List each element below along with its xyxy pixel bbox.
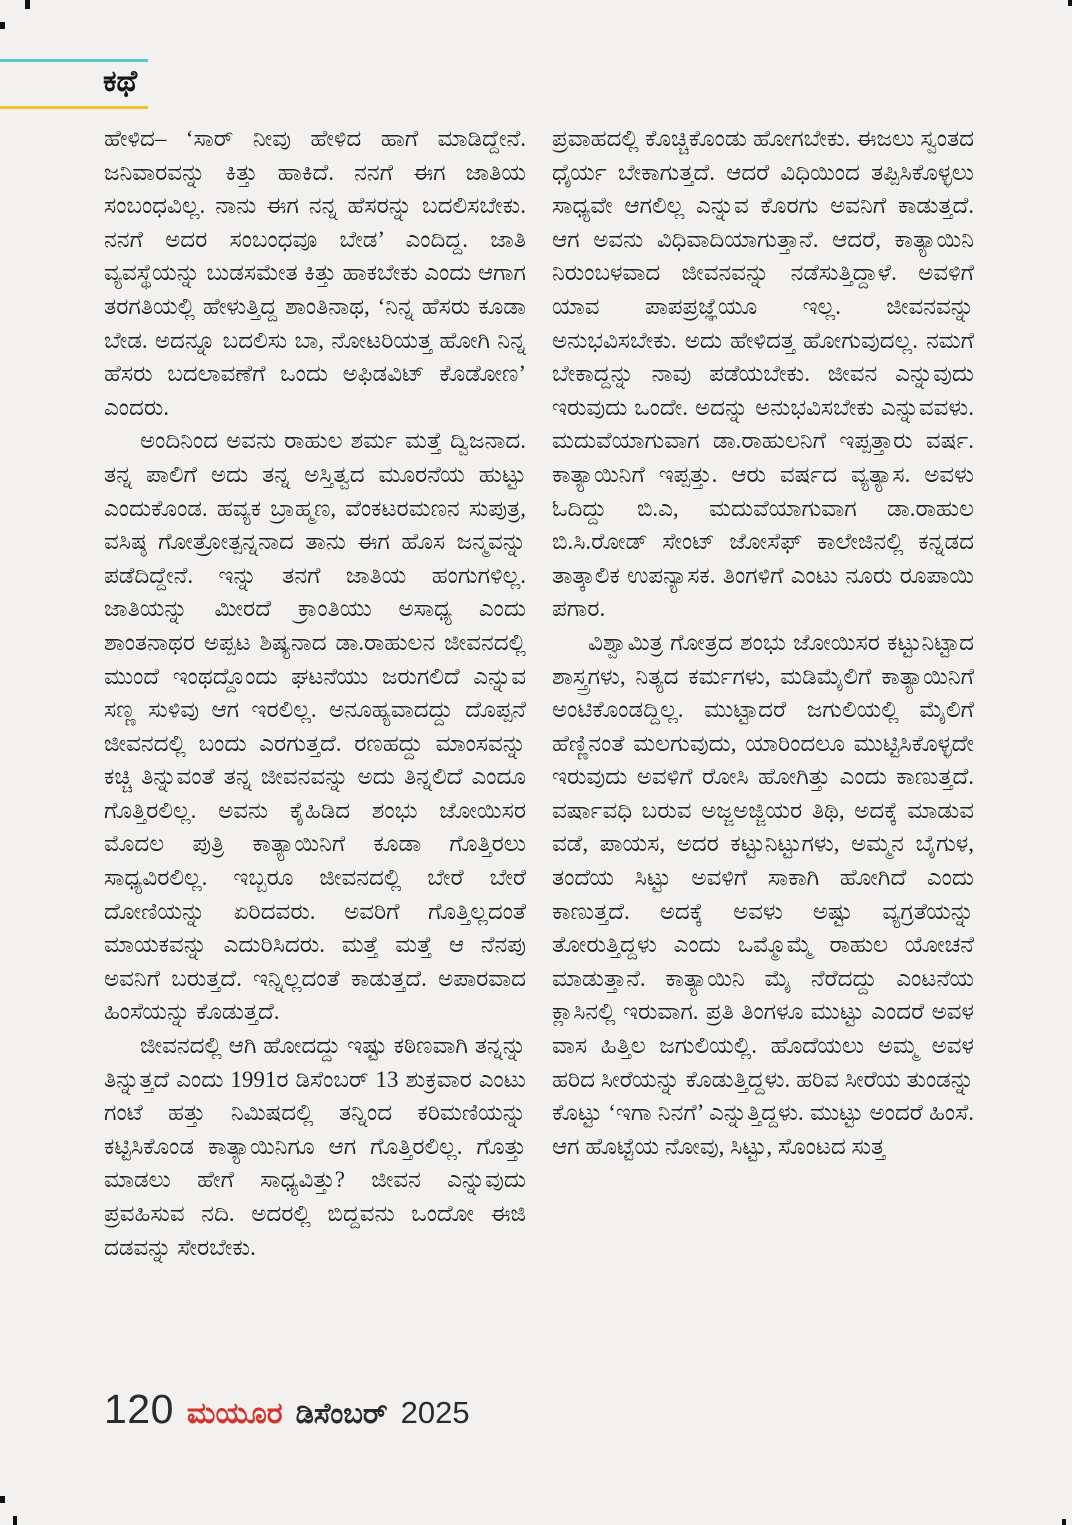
paragraph: ಪ್ರವಾಹದಲ್ಲಿ ಕೊಚ್ಚಿಕೊಂಡು ಹೋಗಬೇಕು. ಈಜಲು ಸ್ವಂತದ ಧೈರ್ಯ ಬೇಕಾಗುತ್ತದೆ. ಆದರೆ ವಿಧಿಯಿಂದ ತಪ್ಪಿಸಿಕೊಳ್ಳಲು ಸಾಧ್ಯವೇ ಆಗಲಿಲ್ಲ ಎನ್ನುವ ಕೊರಗು ಅವನಿಗೆ ಕಾಡುತ್ತದೆ. ಆಗ ಅವನು ವಿಧಿವಾದಿಯಾಗುತ್ತಾನೆ. ಆದರೆ, ಕಾತ್ಯಾಯಿನಿ ನಿರುಂಬಳವಾದ ಜೀವನವನ್ನು ನಡೆಸುತ್ತಿದ್ದಾಳೆ. ಅವಳಿಗೆ ಯಾವ ಪಾಪಪ್ರಜ್ಞೆಯೂ ಇಲ್ಲ. ಜೀವನವನ್ನು ಅನುಭವಿಸಬೇಕು. ಅದು ಹೇಳಿದತ್ತ ಹೋಗುವುದಲ್ಲ. ನಮಗೆ ಬೇಕಾದ್ದನ್ನು ನಾವು ಪಡೆಯಬೇಕು. ಜೀವನ ಎನ್ನುವುದು ಇರುವುದು ಒಂದೇ. ಅದನ್ನು ಅನುಭವಿಸಬೇಕು ಎನ್ನುವವಳು. ಮದುವೆಯಾಗುವಾಗ ಡಾ.ರಾಹುಲನಿಗೆ ಇಪ್ಪತ್ತಾರು ವರ್ಷ. ಕಾತ್ಯಾಯಿನಿಗೆ ಇಪ್ಪತ್ತು. ಆರು ವರ್ಷದ ವ್ಯತ್ಯಾಸ. ಅವಳು ಓದಿದ್ದು ಬಿ.ಎ, ಮದುವೆಯಾಗುವಾಗ ಡಾ.ರಾಹುಲ ಬಿ.ಸಿ.ರೋಡ್ ಸೇಂಟ್ ಜೋಸೆಫ್ ಕಾಲೇಜಿನಲ್ಲಿ ಕನ್ನಡದ ತಾತ್ಕಾಲಿಕ ಉಪನ್ಯಾಸಕ. ತಿಂಗಳಿಗೆ ಎಂಟು ನೂರು ರೂಪಾಯಿ ಪಗಾರ. xyxy=(552,126,974,622)
issue-month: ಡಿಸೆಂಬರ್ xyxy=(295,1398,388,1430)
issue-year: 2025 xyxy=(400,1395,470,1430)
section-title: ಕಥೆ xyxy=(103,65,138,98)
paragraph: ಅಂದಿನಿಂದ ಅವನು ರಾಹುಲ ಶರ್ಮ ಮತ್ತೆ ದ್ವಿಜನಾದ. ತನ್ನ ಪಾಲಿಗೆ ಅದು ತನ್ನ ಅಸ್ತಿತ್ವದ ಮೂರನೆಯ ಹುಟ್ಟು ಎಂದುಕೊಂಡ. ಹವ್ಯಕ ಬ್ರಾಹ್ಮಣ, ವೆಂಕಟರಮಣನ ಸುಪುತ್ರ, ವಸಿಷ್ಠ ಗೋತ್ರೋತ್ಪನ್ನನಾದ ತಾನು ಈಗ ಹೊಸ ಜನ್ಮವನ್ನು ಪಡೆದಿದ್ದೇನೆ. ಇನ್ನು ತನಗೆ ಜಾತಿಯ ಹಂಗುಗಳಿಲ್ಲ. ಜಾತಿಯನ್ನು ಮೀರದೆ ಕ್ರಾಂತಿಯು ಅಸಾಧ್ಯ ಎಂದು ಶಾಂತನಾಥರ ಅಪ್ಪಟ ಶಿಷ್ಯನಾದ ಡಾ.ರಾಹುಲನ ಜೀವನದಲ್ಲಿ ಮುಂದೆ ಇಂಥದ್ದೊಂದು ಘಟನೆಯು ಜರುಗಲಿದೆ ಎನ್ನುವ ಸಣ್ಣ ಸುಳಿವು ಆಗ ಇರಲಿಲ್ಲ. ಅನೂಹ್ಯವಾದದ್ದು ದೊಪ್ಪನೆ ಜೀವನದಲ್ಲಿ ಬಂದು ಎರಗುತ್ತದೆ. ರಣಹದ್ದು ಮಾಂಸವನ್ನು ಕಚ್ಚಿ ತಿನ್ನುವಂತೆ ತನ್ನ ಜೀವನವನ್ನು ಅದು ತಿನ್ನಲಿದೆ ಎಂದೂ ಗೊತ್ತಿರಲಿಲ್ಲ. ಅವನು ಕೈಹಿಡಿದ ಶಂಭು ಜೋಯಿಸರ ಮೊದಲ ಪುತ್ರಿ ಕಾತ್ಯಾಯಿನಿಗೆ ಕೂಡಾ ಗೊತ್ತಿರಲು ಸಾಧ್ಯವಿರಲಿಲ್ಲ. ಇಬ್ಬರೂ ಜೀವನದಲ್ಲಿ ಬೇರೆ ಬೇರೆ ದೋಣಿಯನ್ನು ಏರಿದವರು. ಅವರಿಗೆ ಗೊತ್ತಿಲ್ಲದಂತೆ ಮಾಯಕವನ್ನು ಎದುರಿಸಿದರು. ಮತ್ತೆ ಮತ್ತೆ ಆ ನೆನಪು ಅವನಿಗೆ ಬರುತ್ತದೆ. ಇನ್ನಿಲ್ಲದಂತೆ ಕಾಡುತ್ತದೆ. ಅಪಾರವಾದ ಹಿಂಸೆಯನ್ನು ಕೊಡುತ್ತದೆ. xyxy=(104,428,526,1025)
paragraph: ಹೇಳಿದ– ‘ಸಾರ್ ನೀವು ಹೇಳಿದ ಹಾಗೆ ಮಾಡಿದ್ದೇನೆ. ಜನಿವಾರವನ್ನು ಕಿತ್ತು ಹಾಕಿದೆ. ನನಗೆ ಈಗ ಜಾತಿಯ ಸಂಬಂಧವಿಲ್ಲ. ನಾನು ಈಗ ನನ್ನ ಹೆಸರನ್ನು ಬದಲಿಸಬೇಕು. ನನಗೆ ಅದರ ಸಂಬಂಧವೂ ಬೇಡ’ ಎಂದಿದ್ದ. ಜಾತಿ ವ್ಯವಸ್ಥೆಯನ್ನು ಬುಡಸಮೇತ ಕಿತ್ತು ಹಾಕಬೇಕು ಎಂದು ಆಗಾಗ ತರಗತಿಯಲ್ಲಿ ಹೇಳುತ್ತಿದ್ದ ಶಾಂತಿನಾಥ, ‘ನಿನ್ನ ಹೆಸರು ಕೂಡಾ ಬೇಡ. ಅದನ್ನೂ ಬದಲಿಸು ಬಾ, ನೋಟರಿಯತ್ತ ಹೋಗಿ ನಿನ್ನ ಹೆಸರು ಬದಲಾವಣೆಗೆ ಒಂದು ಅಫಿಡವಿಟ್ ಕೊಡೋಣ’ ಎಂದರು. xyxy=(104,126,526,420)
paragraph: ಜೀವನದಲ್ಲಿ ಆಗಿ ಹೋದದ್ದು ಇಷ್ಟು ಕಠಿಣವಾಗಿ ತನ್ನನ್ನು ತಿನ್ನುತ್ತದೆ ಎಂದು 1991ರ ಡಿಸೆಂಬರ್ 13 ಶುಕ್ರವಾರ ಎಂಟು ಗಂಟೆ ಹತ್ತು ನಿಮಿಷದಲ್ಲಿ ತನ್ನಿಂದ ಕರಿಮಣಿಯನ್ನು ಕಟ್ಟಿಸಿಕೊಂಡ ಕಾತ್ಯಾಯಿನಿಗೂ ಆಗ ಗೊತ್ತಿರಲಿಲ್ಲ. ಗೊತ್ತು ಮಾಡಲು ಹೇಗೆ ಸಾಧ್ಯವಿತ್ತು? ಜೀವನ ಎನ್ನುವುದು ಪ್ರವಹಿಸುವ ನದಿ. ಅದರಲ್ಲಿ ಬಿದ್ದವನು ಒಂದೋ ಈಜಿ ದಡವನ್ನು ಸೇರಬೇಕು. xyxy=(104,1033,526,1260)
article-right-column xyxy=(552,122,974,1163)
page-footer xyxy=(104,1386,470,1433)
magazine-name: ಮಯೂರ xyxy=(186,1397,283,1430)
crop-mark-bottom-left xyxy=(13,1516,17,1525)
crop-mark-bottom-right xyxy=(1062,1519,1066,1525)
article-left-column xyxy=(104,122,526,1264)
crop-mark-top-right xyxy=(1068,0,1072,6)
yellow-rule xyxy=(0,106,148,109)
crop-mark-left-lower xyxy=(0,1496,5,1503)
page-number: 120 xyxy=(104,1386,174,1432)
crop-mark-left-upper xyxy=(0,22,5,29)
paragraph: ವಿಶ್ವಾಮಿತ್ರ ಗೋತ್ರದ ಶಂಭು ಜೋಯಿಸರ ಕಟ್ಟುನಿಟ್ಟಾದ ಶಾಸ್ತ್ರಗಳು, ನಿತ್ಯದ ಕರ್ಮಗಳು, ಮಡಿಮೈಲಿಗೆ ಕಾತ್ಯಾಯಿನಿಗೆ ಅಂಟಿಕೊಂಡದ್ದಿಲ್ಲ. ಮುಟ್ಟಾದರೆ ಜಗುಲಿಯಲ್ಲಿ ಮೈಲಿಗೆ ಹೆಣ್ಣಿನಂತೆ ಮಲಗುವುದು, ಯಾರಿಂದಲೂ ಮುಟ್ಟಿಸಿಕೊಳ್ಳದೇ ಇರುವುದು ಅವಳಿಗೆ ರೋಸಿ ಹೋಗಿತ್ತು ಎಂದು ಕಾಣುತ್ತದೆ. ವರ್ಷಾವಧಿ ಬರುವ ಅಜ್ಜಅಜ್ಜಿಯರ ತಿಥಿ, ಅದಕ್ಕೆ ಮಾಡುವ ವಡೆ, ಪಾಯಸ, ಅದರ ಕಟ್ಟುನಿಟ್ಟುಗಳು, ಅಮ್ಮನ ಬೈಗುಳ, ತಂದೆಯ ಸಿಟ್ಟು ಅವಳಿಗೆ ಸಾಕಾಗಿ ಹೋಗಿದೆ ಎಂದು ಕಾಣುತ್ತದೆ. ಅದಕ್ಕೆ ಅವಳು ಅಷ್ಟು ವ್ಯಗ್ರತೆಯನ್ನು ತೋರುತ್ತಿದ್ದಳು ಎಂದು ಒಮ್ಮೊಮ್ಮೆ ರಾಹುಲ ಯೋಚನೆ ಮಾಡುತ್ತಾನೆ. ಕಾತ್ಯಾಯಿನಿ ಮೈ ನೆರೆದದ್ದು ಎಂಟನೆಯ ಕ್ಲಾಸಿನಲ್ಲಿ ಇರುವಾಗ. ಪ್ರತಿ ತಿಂಗಳೂ ಮುಟ್ಟು ಎಂದರೆ ಅವಳ ವಾಸ ಹಿತ್ತಿಲ ಜಗುಲಿಯಲ್ಲಿ. ಹೊದೆಯಲು ಅಮ್ಮ ಅವಳ ಹರಿದ ಸೀರೆಯನ್ನು ಕೊಡುತ್ತಿದ್ದಳು. ಹರಿವ ಸೀರೆಯ ತುಂಡನ್ನು ಕೊಟ್ಟು ‘ಇಗಾ ನಿನಗೆ’ ಎನ್ನುತ್ತಿದ್ದಳು. ಮುಟ್ಟು ಅಂದರೆ ಹಿಂಸೆ. ಆಗ ಹೊಟ್ಟೆಯ ನೋವು, ಸಿಟ್ಟು, ಸೊಂಟದ ಸುತ್ತ xyxy=(552,629,974,1159)
crop-mark-top-left xyxy=(25,0,30,9)
